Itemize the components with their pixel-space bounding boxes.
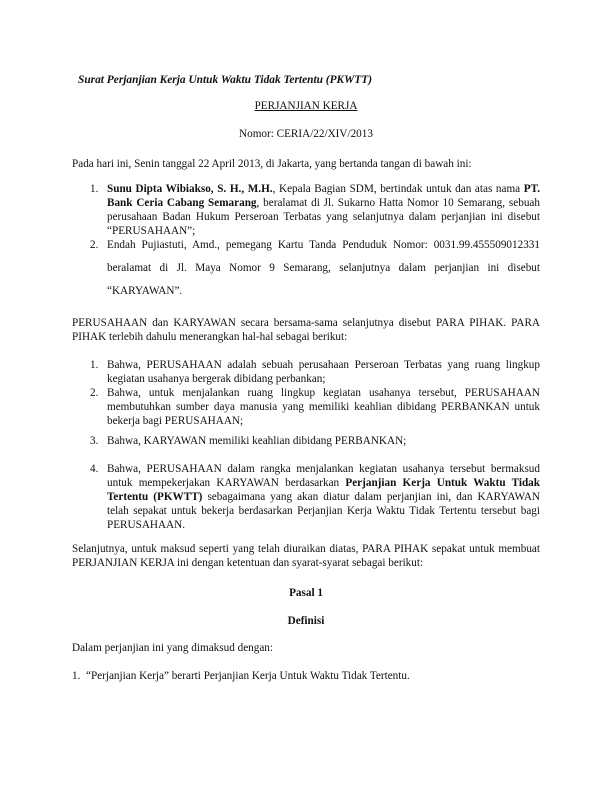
point-item-1 — [90, 358, 540, 386]
pasal-title: Definisi — [287, 615, 325, 627]
point-item-4 — [90, 462, 540, 532]
point-text: Bahwa, PERUSAHAAN adalah sebuah perusahaan Perseroan Terbatas yang ruang lingkup kegiatan usahanya bergerak dibidang perbankan; — [107, 359, 540, 385]
point-item-2 — [90, 386, 540, 428]
para-pihak-paragraph: PERUSAHAAN dan KARYAWAN secara bersama-sama selanjutnya disebut PARA PIHAK. PARA PIHAK terlebih dahulu menerangkan hal-hal sebagai berikut: — [72, 317, 540, 343]
list-number: 1. — [72, 670, 81, 682]
list-number: 3. — [90, 435, 99, 447]
point-item-3 — [90, 434, 540, 448]
definition-intro: Dalam perjanjian ini yang dimaksud dengan: — [72, 642, 274, 654]
point-text: sebagaimana yang akan diatur dalam perjanjian ini, dan KARYAWAN telah sepakat untuk bekerja berdasarkan Perjanjian Kerja Waktu Tidak Tertentu tersebut bagi PERUSAHAAN. — [107, 491, 540, 531]
document-title: Surat Perjanjian Kerja Untuk Waktu Tidak Tertentu (PKWTT) — [78, 74, 372, 86]
document-heading: PERJANJIAN KERJA — [254, 100, 358, 112]
point-text: Bahwa, PERUSAHAAN dalam rangka menjalankan kegiatan usahanya tersebut bermaksud untuk mempekerjakan KARYAWAN berdasarkan — [107, 463, 540, 489]
definition-text: “Perjanjian Kerja” berarti Perjanjian Kerja Untuk Waktu Tidak Tertentu. — [85, 670, 410, 682]
definition-item-1 — [72, 669, 542, 683]
party-name: Sunu Dipta Wibiakso, S. H., M.H. — [107, 183, 273, 195]
party-text: Endah Pujiastuti, Amd., pemegang Kartu Tanda Penduduk Nomor: 0031.99.455509012331 beralamat di Jl. Maya Nomor 9 Semarang, selanjutnya dalam perjanjian ini disebut “KARYAWAN”. — [107, 239, 540, 297]
company-name: PT. Bank Ceria Cabang Semarang — [107, 183, 540, 209]
list-number: 2. — [90, 239, 99, 251]
list-number: 1. — [90, 183, 99, 195]
party-text: , Kepala Bagian SDM, bertindak untuk dan atas nama — [272, 183, 524, 195]
selanjutnya-paragraph: Selanjutnya, untuk maksud seperti yang telah diuraikan diatas, PARA PIHAK sepakat untuk membuat PERJANJIAN KERJA ini dengan ketentuan dan syarat-syarat sebagai berikut: — [72, 543, 540, 569]
document-number: Nomor: CERIA/22/XIV/2013 — [239, 128, 373, 140]
pasal-heading: Pasal 1 — [289, 587, 323, 599]
list-number: 2. — [90, 387, 99, 399]
party-item-1 — [90, 182, 540, 238]
point-text: Bahwa, untuk menjalankan ruang lingkup kegiatan usahanya tersebut, PERUSAHAAN membutuhkan sumber daya manusia yang memiliki keahlian dibidang PERBANKAN untuk bekerja bagi PERUSAHAAN; — [107, 387, 540, 427]
party-item-2 — [90, 238, 540, 303]
point-text: Bahwa, KARYAWAN memiliki keahlian dibidang PERBANKAN; — [107, 435, 407, 447]
agreement-type: Perjanjian Kerja Untuk Waktu Tidak Tertentu (PKWTT) — [107, 477, 540, 503]
list-number: 4. — [90, 463, 99, 475]
party-text: , beralamat di Jl. Sukarno Hatta Nomor 10 Semarang, sebuah perusahaan Badan Hukum Perseroan Terbatas yang selanjutnya dalam perjanjian ini disebut “PERUSAHAAN”; — [107, 197, 540, 237]
list-number: 1. — [90, 359, 99, 371]
intro-paragraph: Pada hari ini, Senin tanggal 22 April 2013, di Jakarta, yang bertanda tangan di bawah ini: — [72, 158, 472, 170]
